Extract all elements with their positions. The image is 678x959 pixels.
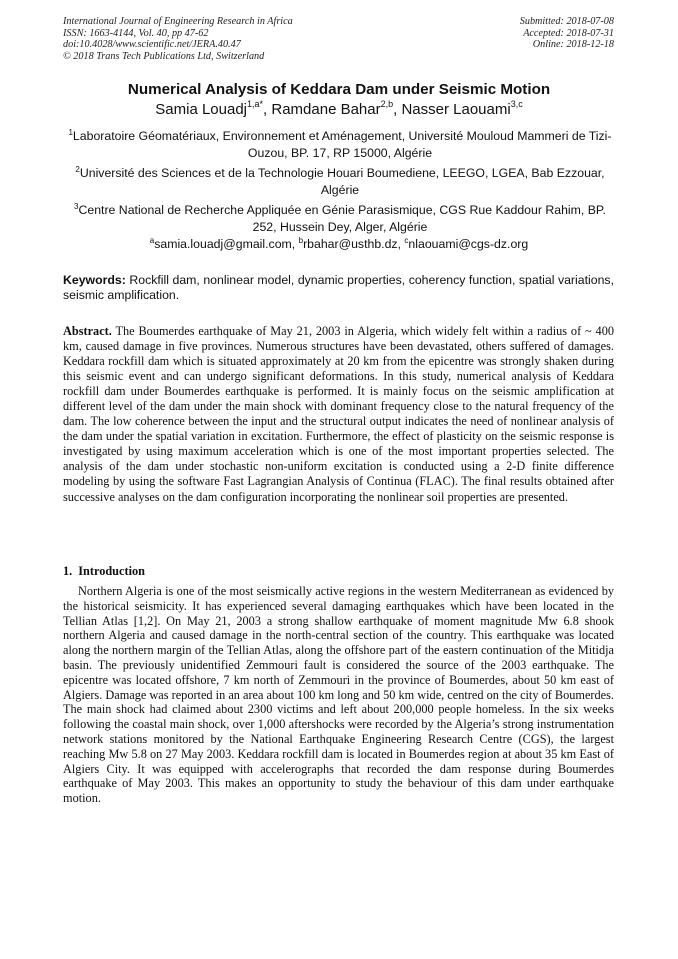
section-heading	[63, 564, 145, 579]
journal-name: International Journal of Engineering Research in Africa	[63, 16, 293, 27]
copyright-line: © 2018 Trans Tech Publications Ltd, Switzerland	[63, 50, 265, 62]
issn-line: ISSN: 1663-4144, Vol. 40, pp 47-62	[63, 27, 209, 39]
affiliation	[66, 165, 614, 198]
email-address[interactable]: nlaouami@cgs-dz.org	[408, 237, 529, 251]
email-mark: c	[404, 236, 409, 245]
paper-title: Numerical Analysis of Keddara Dam under Seismic Motion	[127, 81, 551, 98]
email-address[interactable]: samia.louadj@gmail.com,	[154, 237, 299, 251]
accepted-date: Accepted: 2018-07-31	[523, 27, 614, 39]
abstract-text: The Boumerdes earthquake of May 21, 2003 in Algeria, which widely felt within a radius of ~ 400 km, caused damage in five provinces. Numerous structures have been devastated, others suffered of damages. Keddara rockfill dam which is situated approximately at 20 km from the epicentre was strongly shaken during this seismic event and can undergo significant deformations. In this study, numerical analysis of Keddara rockfill dam under Boumerdes earthquake is performed. It is mainly focus on the seismic amplification at different level of the dam under the main shock with dominant frequency close to the natural frequency of the dam. The low coherence between the input and the structural output indicates the need of nonlinear analysis of the dam under the spatial variation in excitation. Furthermore, the effect of plasticity on the seismic response is investigated by using maximum acceleration which is one of the most important properties selected. The analysis of the dam under stochastic non-uniform excitation is conducted using a 2-D finite difference modeling by using the software Fast Lagrangian Analysis of Continua (FLAC). The final results obtained after successive analyses on the dam configuration incorporating the nonlinear soil properties are presented.	[63, 324, 614, 504]
affiliation-text: Université des Sciences et de la Technologie Houari Boumediene, LEEGO, LGEA, Bab Ezzouar, Algérie	[79, 166, 605, 197]
author-name: Samia Louadj	[155, 101, 248, 118]
affiliation-number: 2	[75, 165, 80, 174]
affiliation	[66, 128, 614, 161]
online-date: Online: 2018-12-18	[532, 39, 614, 51]
author-name: Ramdane Bahar	[271, 101, 381, 118]
publication-dates	[520, 16, 614, 51]
affiliation-number: 3	[74, 202, 79, 211]
email-address[interactable]: rbahar@usthb.dz,	[303, 237, 405, 251]
section-number: 1.	[63, 564, 73, 578]
author-separator: ,	[393, 101, 402, 118]
author-emails	[0, 237, 678, 251]
author-affiliation-mark: 3,c	[510, 99, 523, 109]
introduction-paragraph: Northern Algeria is one of the most seismically active regions in the western Mediterranean as evidenced by the historical seismicity. It has experienced several damaging earthquakes which have been located in the Tellian Atlas [1,2]. On May 21, 2003 a strong shallow earthquake of moment magnitude Mw 6.8 shook northern Algeria and caused damage in the north-central section of the country. This earthquake was located along the northern margin of the Tellian Atlas, along the offshore part of the eastern continuation of the Mitidja basin. The previously unidentified Zemmouri fault is considered the source of the 2003 earthquake. The epicentre was located offshore, 7 km north of Zemmouri in the province of Boumerdes, about 50 km east of Algiers. Damage was reported in an area about 100 km long and 50 km wide, centred on the city of Boumerdes. The main shock had claimed about 2300 victims and left about 200,000 people homeless. In the six weeks following the coastal main shock, over 1,000 aftershocks were recorded by the Algeria’s strong instrumentation network stations monitored by the National Earthquake Engineering Research Centre (CGS), the largest reaching Mw 5.8 on 27 May 2003. Keddara rockfill dam is located in Boumerdes region at about 35 km East of Algiers City. It was equipped with accelerographs that recorded the dam response during Boumerdes earthquake of May 2003. This makes an opportunity to study the behaviour of this dam under earthquake motion.	[63, 584, 614, 806]
journal-info	[63, 16, 293, 62]
keywords-label: Keywords:	[63, 273, 126, 287]
author-separator: ,	[263, 101, 272, 118]
affiliation-number: 1	[68, 128, 73, 137]
author-name: Nasser Laouami	[401, 101, 511, 118]
keywords-block	[63, 273, 614, 303]
affiliation-text: Laboratoire Géomatériaux, Environnement et Aménagement, Université Mouloud Mammeri de Tizi-Ouzou, BP. 17, RP 15000, Algérie	[72, 129, 612, 160]
doi-line: doi:10.4028/www.scientific.net/JERA.40.47	[63, 39, 241, 51]
section-title: Introduction	[78, 564, 145, 578]
author-affiliation-mark: 1,a*	[247, 99, 264, 109]
author-affiliation-mark: 2,b	[380, 99, 394, 109]
email-mark: b	[298, 236, 304, 245]
affiliation	[66, 202, 614, 235]
keywords-text: Rockfill dam, nonlinear model, dynamic properties, coherency function, spatial variations, seismic amplification.	[63, 273, 614, 302]
submitted-date: Submitted: 2018-07-08	[519, 16, 614, 27]
author-list	[0, 101, 678, 118]
abstract-label: Abstract.	[63, 324, 112, 338]
affiliation-text: Centre National de Recherche Appliquée en Génie Parasismique, CGS Rue Kaddour Rahim, BP. 252, Hussein Dey, Alger, Algérie	[78, 203, 606, 234]
email-mark: a	[149, 236, 155, 245]
abstract-block	[63, 324, 614, 505]
